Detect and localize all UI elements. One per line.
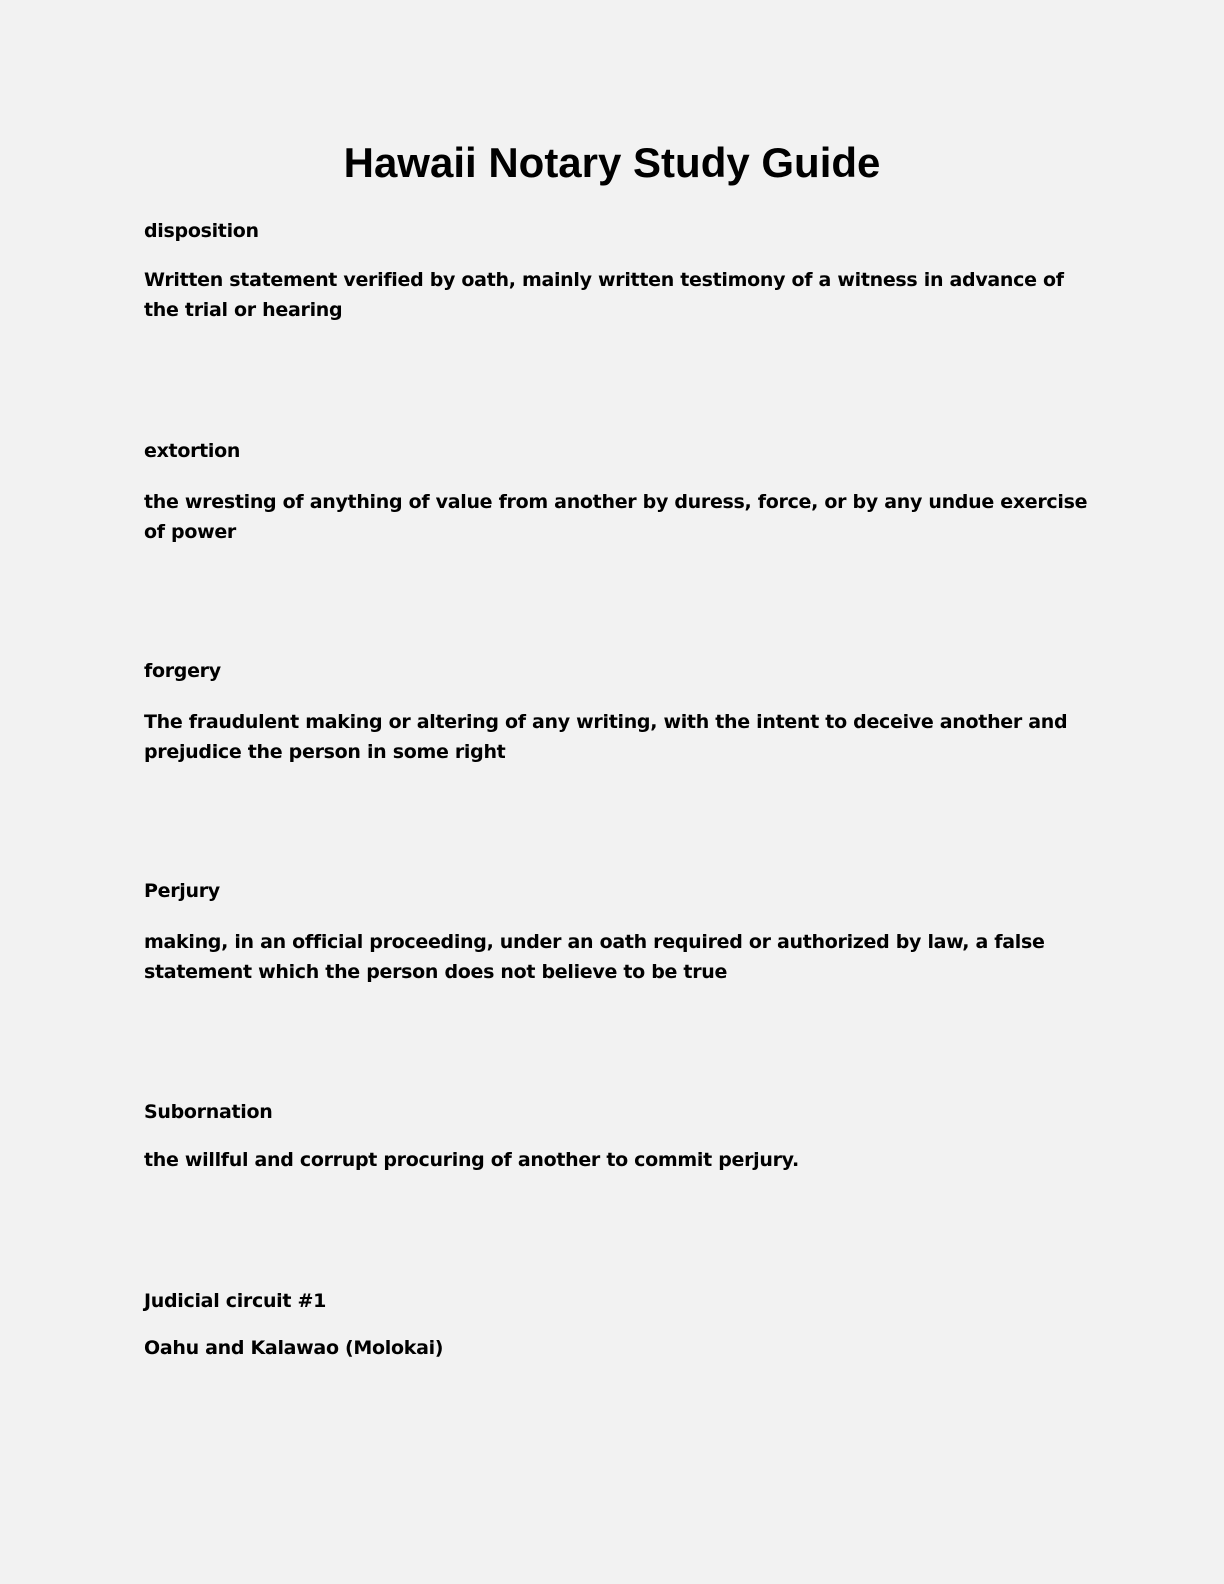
definition-subornation: the willful and corrupt procuring of another to commit perjury. (144, 1149, 799, 1171)
definition-disposition: Written statement verified by oath, mainly written testimony of a witness in advance of the trial or hearing (144, 269, 1064, 321)
term-subornation: Subornation (144, 1101, 273, 1123)
definition-judicial-circuit-1: Oahu and Kalawao (Molokai) (144, 1337, 444, 1359)
page-title: Hawaii Notary Study Guide (343, 139, 881, 186)
term-extortion: extortion (144, 440, 241, 462)
term-judicial-circuit-1: Judicial circuit #1 (144, 1290, 327, 1312)
term-disposition: disposition (144, 220, 259, 242)
term-forgery: forgery (144, 660, 221, 682)
definition-perjury: making, in an official proceeding, under an oath required or authorized by law, a false statement which the person does not believe to be true (144, 931, 1045, 983)
term-perjury: Perjury (144, 880, 220, 902)
definition-extortion: the wresting of anything of value from another by duress, force, or by any undue exercise of power (144, 491, 1088, 543)
definition-forgery: The fraudulent making or altering of any writing, with the intent to deceive another and prejudice the person in some right (144, 711, 1068, 763)
